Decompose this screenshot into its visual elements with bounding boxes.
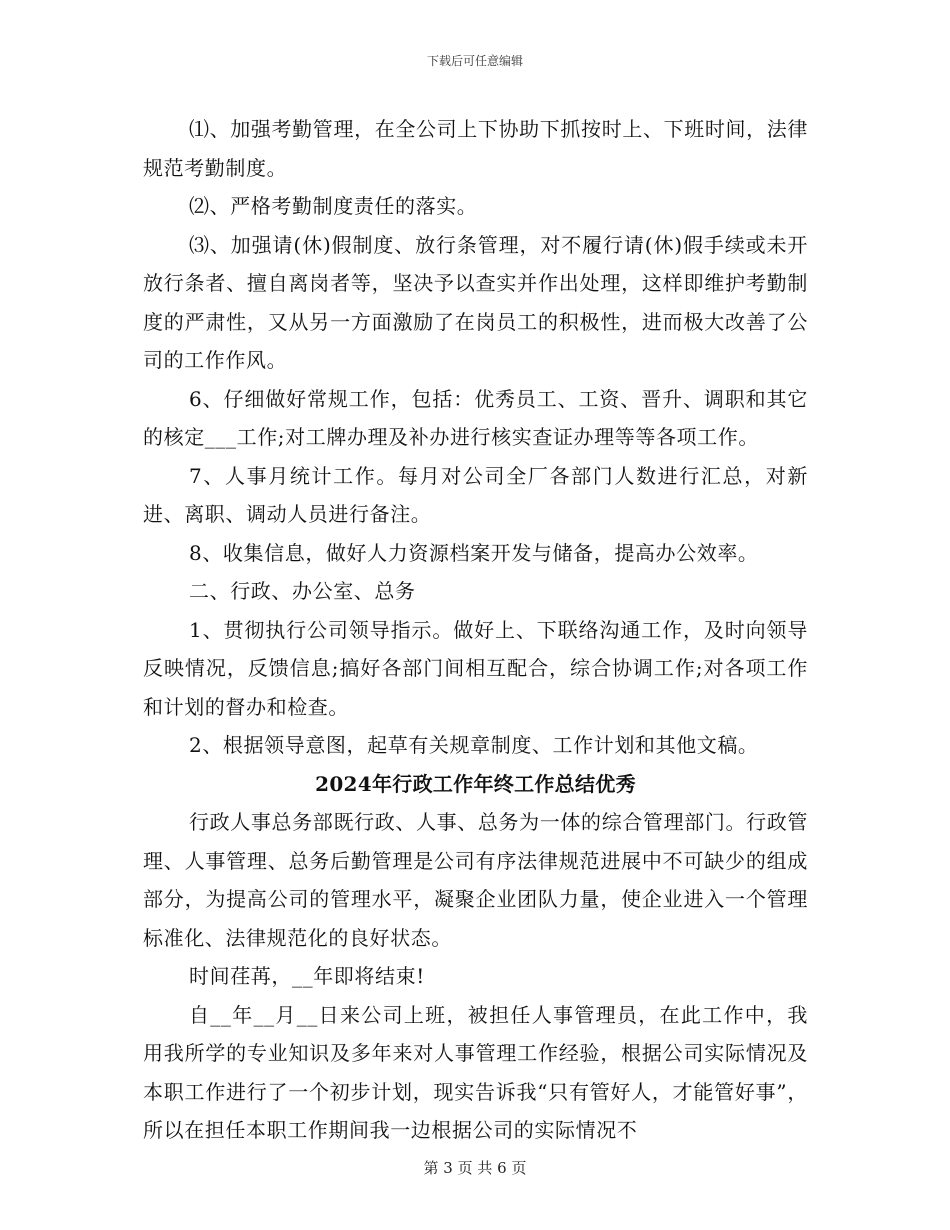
paragraph-year-ending: 时间荏苒，__年即将结束! bbox=[189, 964, 425, 988]
paragraph-department-intro: 行政人事总务部既行政、人事、总务为一体的综合管理部门。行政管理、人事管理、总务后勤管理是公司有序法律规范进展中不可缺少的组成部分，为提高公司的管理水平，凝聚企业团队力量，使企业进入一个管理标准化、法律规范化的良好状态。 bbox=[143, 810, 808, 950]
paragraph-leave-management: ⑶、加强请(休)假制度、放行条管理，对不履行请(休)假手续或未开放行条者、擅自离岗者等，坚决予以查实并作出处理，这样即维护考勤制度的严肃性，又从另一方面激励了在岗员工的积极性，进而极大改善了公司的工作作风。 bbox=[143, 232, 808, 372]
paragraph-monthly-statistics: 7、人事月统计工作。每月对公司全厂各部门人数进行汇总，对新进、离职、调动人员进行备注。 bbox=[143, 463, 808, 526]
paragraph-collect-information: 8、收集信息，做好人力资源档案开发与储备，提高办公效率。 bbox=[189, 540, 759, 565]
paragraph-attendance-management: ⑴、加强考勤管理，在全公司上下协助下抓按时上、下班时间，法律规范考勤制度。 bbox=[143, 117, 808, 180]
document-body bbox=[143, 110, 808, 1150]
paragraph-draft-documents: 2、根据领导意图，起草有关规章制度、工作计划和其他文稿。 bbox=[189, 733, 759, 757]
paragraph-implement-instructions: 1、贯彻执行公司领导指示。做好上、下联络沟通工作，及时向领导反映情况，反馈信息;搞好各部门间相互配合，综合协调工作;对各项工作和计划的督办和检查。 bbox=[143, 617, 808, 719]
paragraph-personal-experience: 自__年__月__日来公司上班，被担任人事管理员，在此工作中，我用我所学的专业知识及多年来对人事管理工作经验，根据公司实际情况及本职工作进行了一个初步计划，现实告诉我“只有管好人，才能管好事”，所以在担任本职工作期间我一边根据公司的实际情况不 bbox=[143, 1002, 808, 1142]
paragraph-routine-work: 6、仔细做好常规工作，包括：优秀员工、工资、晋升、调职和其它的核定___工作;对工牌办理及补办进行核实查证办理等等各项工作。 bbox=[143, 386, 808, 449]
page-number-footer: 第 3 页 共 6 页 bbox=[423, 1159, 527, 1177]
document-title: 2024年行政工作年终工作总结优秀 bbox=[315, 771, 636, 796]
paragraph-attendance-responsibility: ⑵、严格考勤制度责任的落实。 bbox=[189, 194, 478, 218]
header-note: 下载后可任意编辑 bbox=[426, 54, 523, 68]
section-heading-admin-office: 二、行政、办公室、总务 bbox=[189, 579, 416, 603]
